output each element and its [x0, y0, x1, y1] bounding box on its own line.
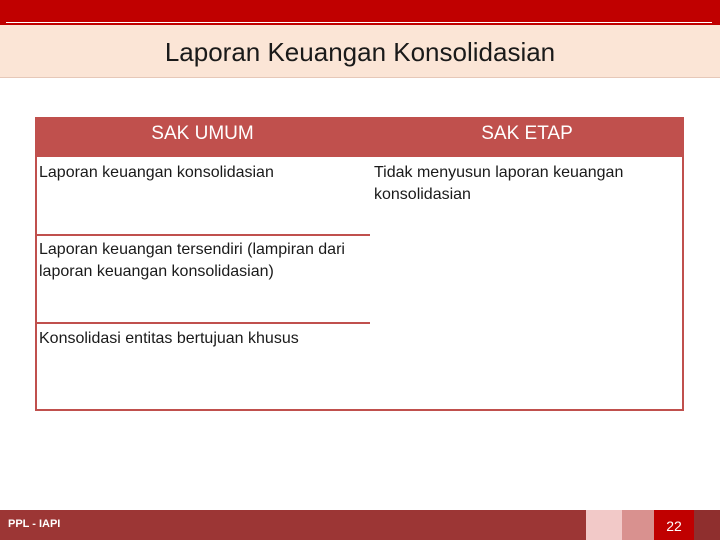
comparison-table [35, 117, 684, 411]
sak-umum-row-1: Laporan keuangan konsolidasian [39, 164, 274, 181]
header-sak-umum: SAK UMUM [35, 117, 370, 157]
bottom-border-right [370, 409, 684, 411]
footer-block-light [586, 510, 622, 540]
footer-label: PPL - IAPI [8, 518, 61, 530]
footer-block-medium [622, 510, 654, 540]
footer-block-dark [694, 510, 720, 540]
row-divider-1 [35, 234, 370, 236]
top-accent-inner [6, 0, 712, 23]
sak-etap-cell: Tidak menyusun laporan keuangan konsolidasian [374, 164, 624, 203]
page-number: 22 [666, 518, 682, 534]
row-divider-2 [35, 322, 370, 324]
slide-title: Laporan Keuangan Konsolidasian [164, 37, 556, 67]
right-border [682, 157, 684, 411]
sak-umum-row-2: Laporan keuangan tersendiri (lampiran dari laporan keuangan konsolidasian) [39, 241, 345, 280]
bottom-border-left [35, 409, 370, 411]
sak-umum-row-3: Konsolidasi entitas bertujuan khusus [39, 330, 299, 347]
header-sak-etap: SAK ETAP [370, 117, 684, 157]
top-accent-bar [0, 0, 720, 25]
